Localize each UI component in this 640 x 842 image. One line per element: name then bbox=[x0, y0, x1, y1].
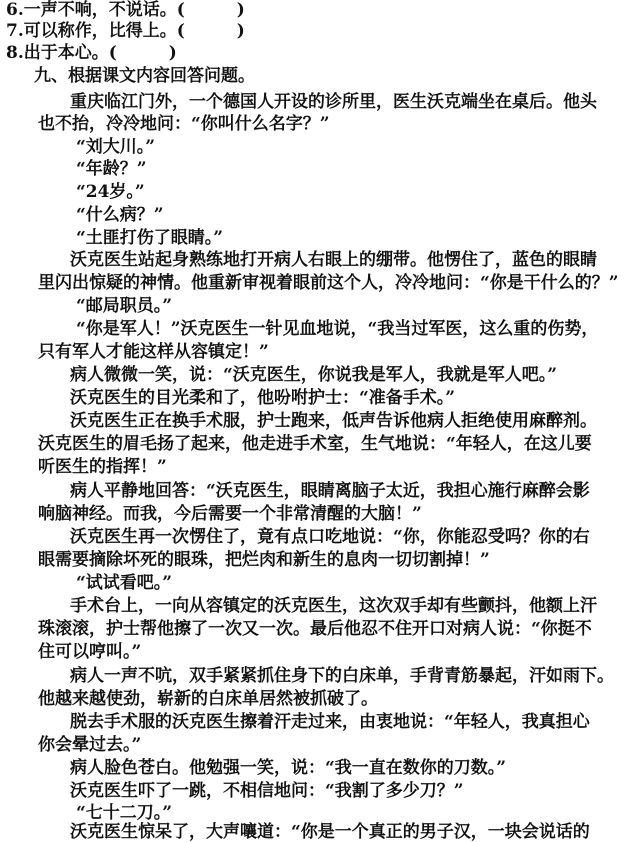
passage-line: 病人一声不吭，双手紧紧抓住身下的白床单，手背青筋暴起，汗如雨下。 bbox=[70, 666, 614, 686]
passage-line: 沃克医生的目光柔和了，他吩咐护士：“准备手术。” bbox=[70, 388, 456, 408]
passage-line: 沃克医生正在换手术服，护士跑来，低声告诉他病人拒绝使用麻醉剂。 bbox=[70, 411, 597, 431]
passage-line: 沃克医生吓了一跳，不相信地问：“我割了多少刀？” bbox=[70, 781, 464, 801]
passage-line: 听医生的指挥！” bbox=[38, 457, 167, 477]
passage-line: “24岁。” bbox=[76, 182, 145, 202]
passage-line: “你是军人！”沃克医生一针见血地说，“我当过军医，这么重的伤势， bbox=[76, 319, 599, 339]
passage-line: 病人微微一笑，说：“沃克医生，你说我是军人，我就是军人吧。” bbox=[70, 365, 558, 385]
question-7 bbox=[6, 21, 640, 41]
passage-line: 里闪出惊疑的神情。他重新审视着眼前这个人，冷冷地问：“你是干什么的？” bbox=[38, 273, 619, 293]
question-8-paren-open: ( bbox=[108, 43, 117, 63]
passage-line: 也不抬，冷冷地问：“你叫什么名字？” bbox=[38, 114, 330, 134]
question-7-label: 7.可以称作，比得上。 bbox=[6, 21, 177, 41]
passage-line: “七十二刀。” bbox=[76, 803, 173, 823]
passage-line: 他越来越使劲，崭新的白床单居然被抓破了。 bbox=[38, 689, 378, 709]
passage-line: “试试看吧。” bbox=[76, 573, 173, 593]
passage-line: 病人脸色苍白。他勉强一笑，说：“我一直在数你的刀数。” bbox=[70, 758, 507, 778]
passage-line: “年龄？” bbox=[76, 159, 147, 179]
passage-line: 你会晕过去。” bbox=[38, 735, 142, 755]
question-6 bbox=[6, 0, 640, 20]
passage-line: 病人平静地回答：“沃克医生，眼睛离脑子太近，我担心施行麻醉会影 bbox=[70, 481, 590, 501]
passage-line: 重庆临江门外，一个德国人开设的诊所里，医生沃克端坐在桌后。他头 bbox=[70, 92, 597, 112]
passage-line: 响脑神经。而我，今后需要一个非常清醒的大脑！” bbox=[38, 504, 422, 524]
question-6-label: 6.一声不响，不说话。 bbox=[6, 0, 177, 20]
section-title: 九、根据课文内容回答问题。 bbox=[34, 66, 255, 86]
passage-line: 手术台上，一向从容镇定的沃克医生，这次双手却有些颤抖，他额上汗 bbox=[70, 596, 597, 616]
passage-line: 沃克医生站起身熟练地打开病人右眼上的绷带。他愣住了，蓝色的眼睛 bbox=[70, 250, 597, 270]
passage-line: 珠滚滚，护士帮他擦了一次又一次。最后他忍不住开口对病人说：“你挺不 bbox=[38, 619, 592, 639]
passage-line: “土匪打伤了眼睛。” bbox=[76, 228, 224, 248]
question-6-paren-close: ) bbox=[236, 0, 245, 20]
passage-line: 眼需要摘除坏死的眼珠，把烂肉和新生的息肉一切切割掉！” bbox=[38, 550, 490, 570]
passage-line: “什么病？” bbox=[76, 205, 164, 225]
question-8-paren-close: ) bbox=[168, 43, 177, 63]
question-8-label: 8.出于本心。 bbox=[6, 43, 109, 63]
passage-line: 只有军人才能这样从容镇定！” bbox=[38, 342, 269, 362]
passage-line: 沃克医生的眉毛扬了起来，他走进手术室，生气地说：“年轻人，在这儿要 bbox=[38, 434, 592, 454]
question-7-paren-close: ) bbox=[236, 21, 245, 41]
passage-line: “邮局职员。” bbox=[76, 296, 173, 316]
passage-line: 沃克医生惊呆了，大声嚷道：“你是一个真正的男子汉，一块会说话的 bbox=[70, 822, 590, 842]
passage-line: 住可以哼叫。” bbox=[38, 642, 142, 662]
question-7-paren-open: ( bbox=[176, 21, 185, 41]
passage-line: 脱去手术服的沃克医生擦着汗走过来，由衷地说：“年轻人，我真担心 bbox=[70, 712, 590, 732]
question-6-paren-open: ( bbox=[176, 0, 185, 20]
passage-line: “刘大川。” bbox=[76, 137, 156, 157]
passage-line: 沃克医生再一次愣住了，竟有点口吃地说：“你，你能忍受吗？你的右 bbox=[70, 527, 590, 547]
question-8 bbox=[6, 43, 640, 63]
